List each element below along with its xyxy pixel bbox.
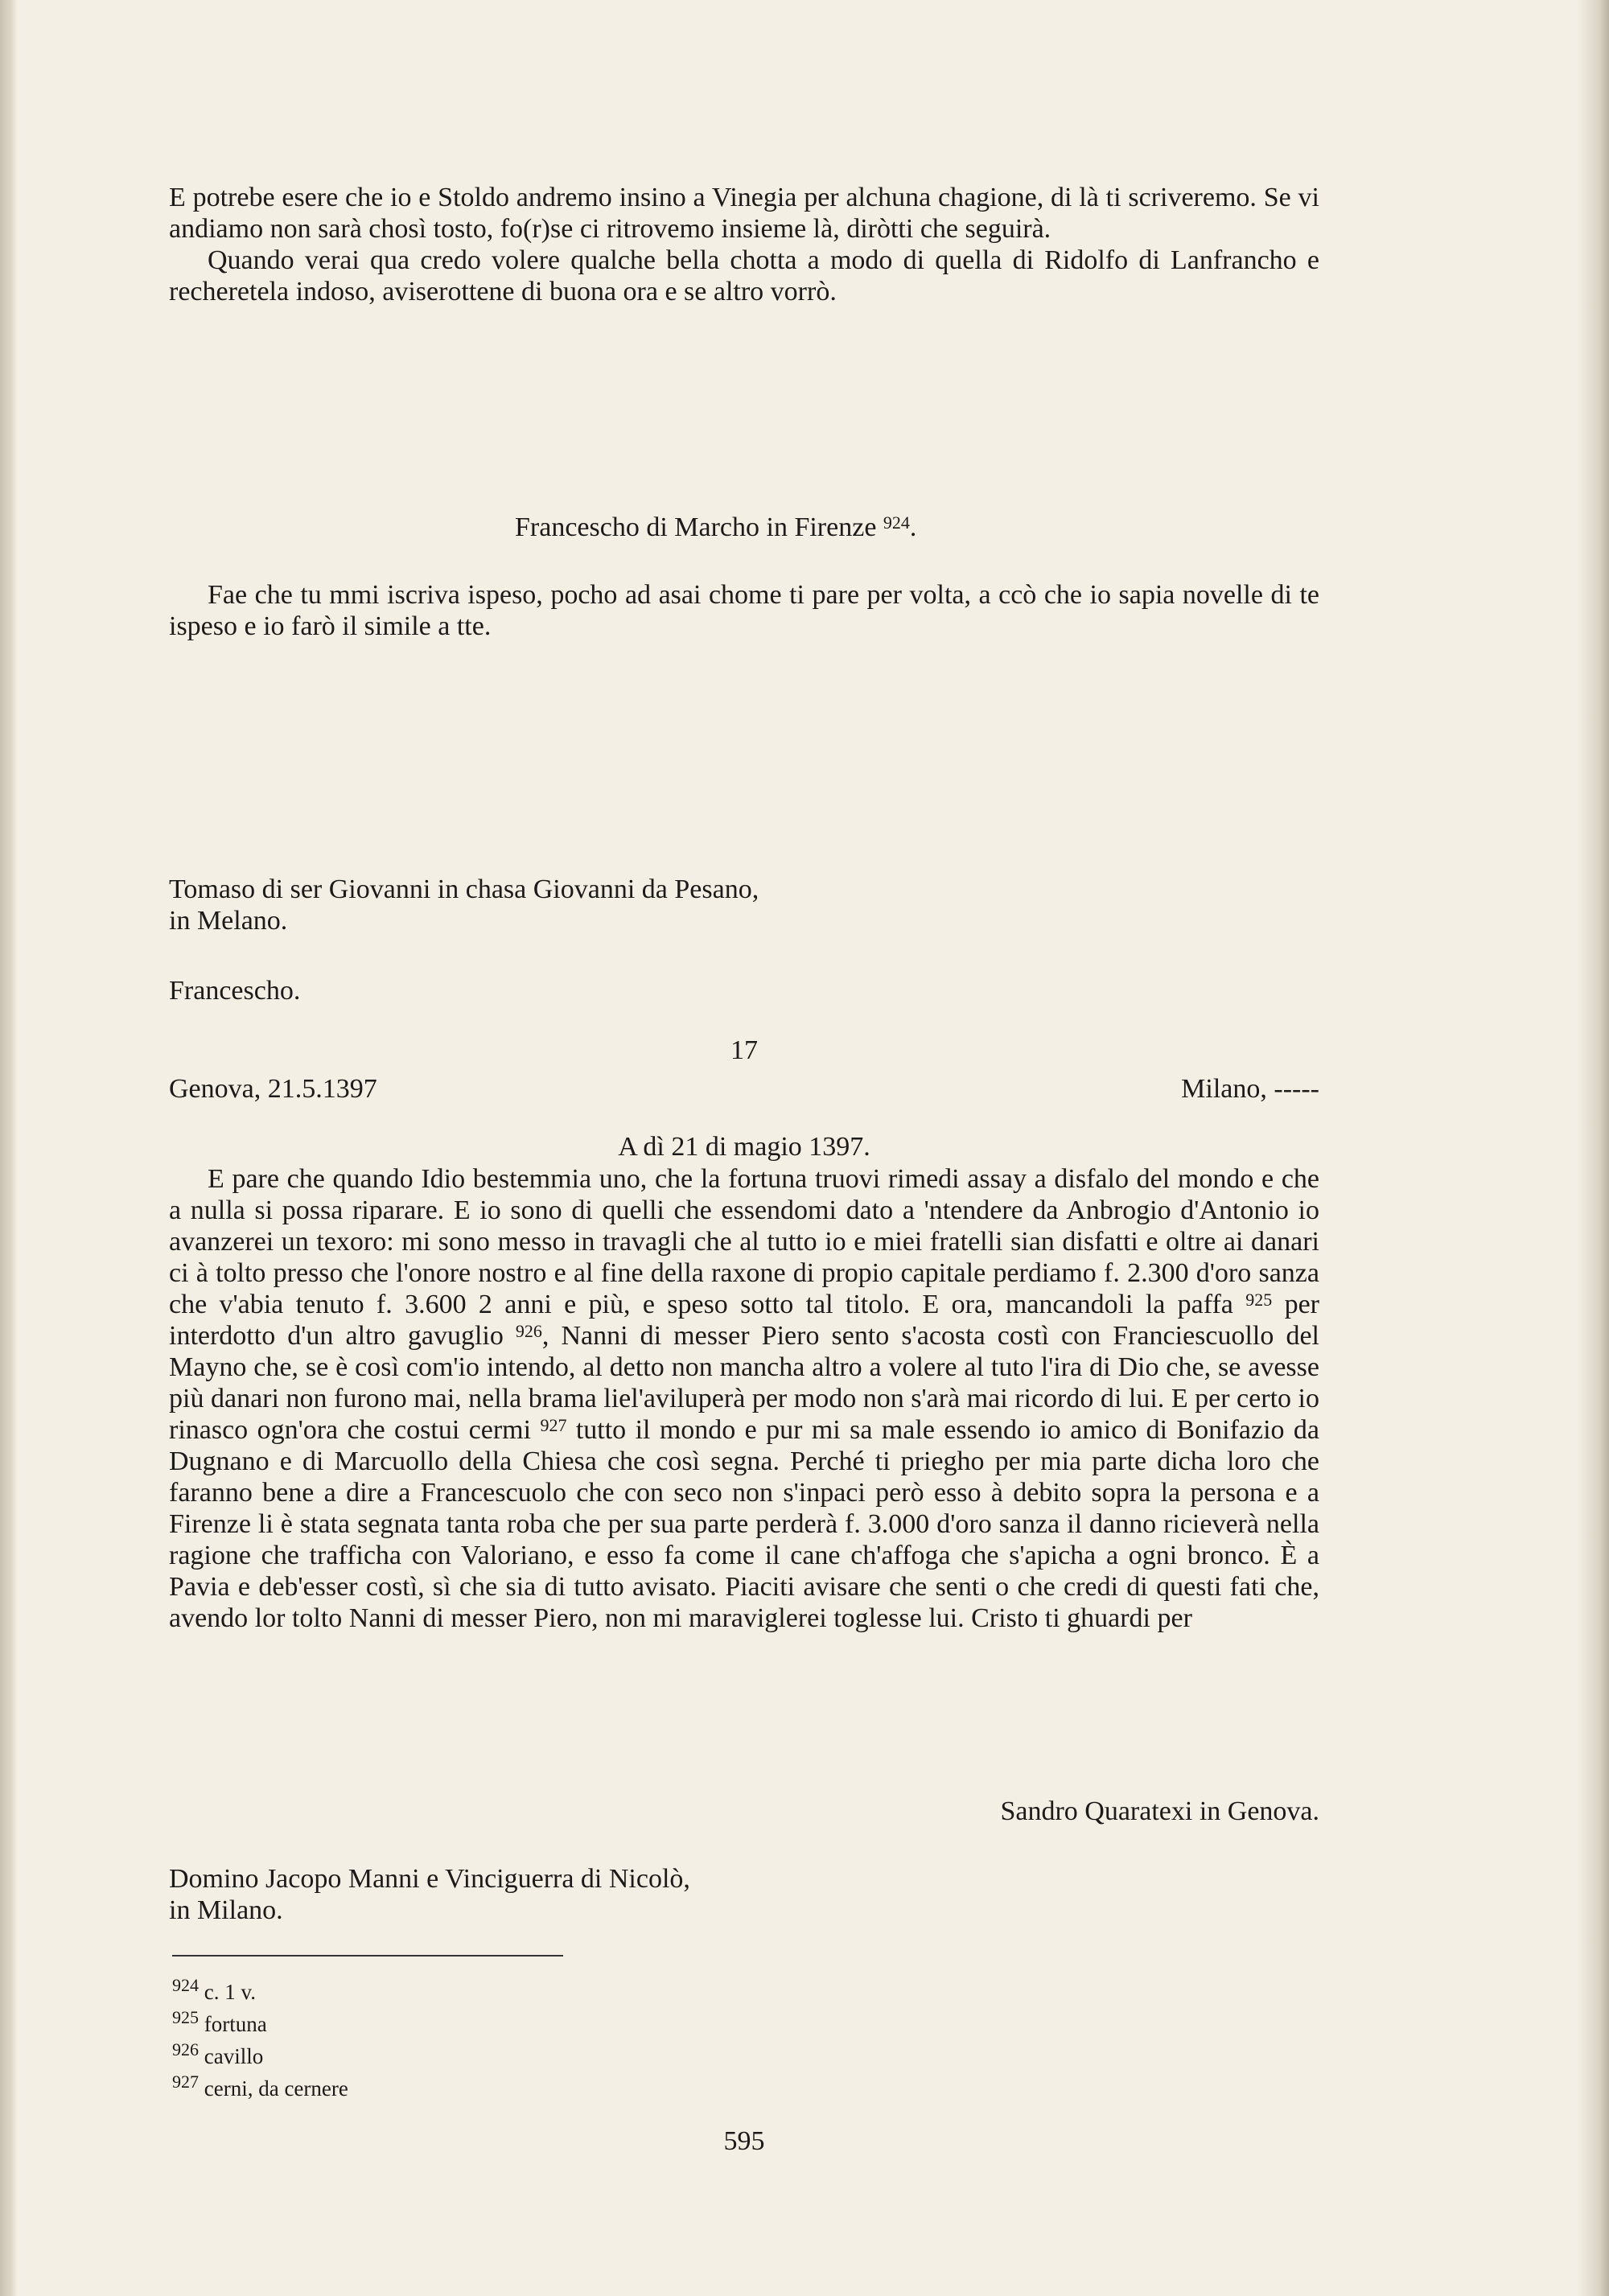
- letter-heading: [169, 1073, 1319, 1105]
- address-jacopo: Domino Jacopo Manni e Vinciguerra di Nicolò, in Milano.: [169, 1864, 690, 1925]
- footnote-926: $^{926}$ cavillo: [172, 2039, 264, 2068]
- place-to: Milano, -----: [1181, 1074, 1319, 1104]
- dateline: A dì 21 di magio 1397.: [618, 1132, 870, 1162]
- letter-body: E pare che quando Idio bestemmia uno, che la fortuna truovi rimedi assay a disfalo del mondo e che a nulla si possa riparare. E io sono di quelli che essendomi dato a 'ntendere da Anbrogio d'Antonio io avanzerei un texoro: mi sono messo in travagli che al tutto io e miei fratelli sian disfatti e oltre ai danari ci à tolto presso che l'onore nostro e al fine della raxone di propio capitale perdiamo f. 2.300 d'oro sanza che v'abia tenuto f. 3.600 2 anni e più, e speso sotto tal titolo. E ora, mancandoli la paffa $^{925}$ per interdotto d'un altro gavuglio $^{926}$, Nanni di messer Piero sento s'acosta costì con Franciescuollo del Mayno che, se è così com'io intendo, al detto non mancha altro a volere al tuto l'ira di Dio che, se avesse più danari non furono mai, nella brama liel'aviluperà per modo non s'arà mai ricordo di lui. E per certo io rinasco ogn'ora che costui cermi $^{927}$ tutto il mondo e pur mi sa male essendo io amico di Bonifazio da Dugnano e di Marcuollo della Chiesa che così segna. Perché ti prieghо per mia parte dicha loro che faranno bene a dire a Francescuolo che con seco non s'inpaci però esso à debito sopra la persona e a Firenze li è stata segnata tanta roba che per sua parte perderà f. 3.000 d'oro sanza il danno ricieverà nella ragione che trafficha con Valoriano, e esso fa come il cane ch'affoga che s'apicha a ogni bronco. È a Pavia e deb'esser costì, sì che sia di tutto avisato. Piaciti avisare che senti o che credi di questi fati che, avendo lor tolto Nanni di messer Piero, non mi maraviglerei toglesse lui. Cristo ti ghuardi per: [169, 1164, 1320, 1633]
- paragraph-1: E potrebe esere che io e Stoldo andremo insino a Vinegia per alchuna chagione, di là ti scriveremo. Se vi andiamo non sarà chosì tosto, fo(r)se ci ritrovemo insieme là, diròtti che seguirà. Quando verai qua credo volere qualche bella chotta a modo di quella di Ridolfo di Lanfrancho e recheretela indoso, aviserottene di buona ora e se altro vorrò.: [169, 183, 1319, 307]
- sender-francescho: Francescho.: [169, 976, 301, 1006]
- place-from: Genova, 21.5.1397: [169, 1074, 377, 1104]
- footnote-925: $^{925}$ fortuna: [172, 2007, 267, 2036]
- signature-francescho: Francescho di Marcho in Firenze $^{924}$.: [515, 512, 917, 542]
- letter-number: 17: [730, 1035, 758, 1065]
- signature-sandro: Sandro Quaratexi in Genova.: [1000, 1796, 1319, 1826]
- book-gutter: [0, 0, 18, 2296]
- footnote-924: $^{924}$ c. 1 v.: [172, 1975, 256, 2004]
- page-edge: [1577, 0, 1609, 2296]
- footnote-rule: [172, 1955, 563, 1957]
- address-tomaso: Tomaso di ser Giovanni in chasa Giovanni da Pesano, in Melano.: [169, 874, 759, 936]
- page-number: 595: [723, 2126, 765, 2156]
- paragraph-3: Fae che tu mmi iscriva ispeso, pocho ad asai chome ti pare per volta, a ccò che io sapia novelle di te ispeso e io farò il simile a tte.: [169, 580, 1319, 641]
- footnote-927: $^{927}$ cerni, da cernere: [172, 2072, 348, 2101]
